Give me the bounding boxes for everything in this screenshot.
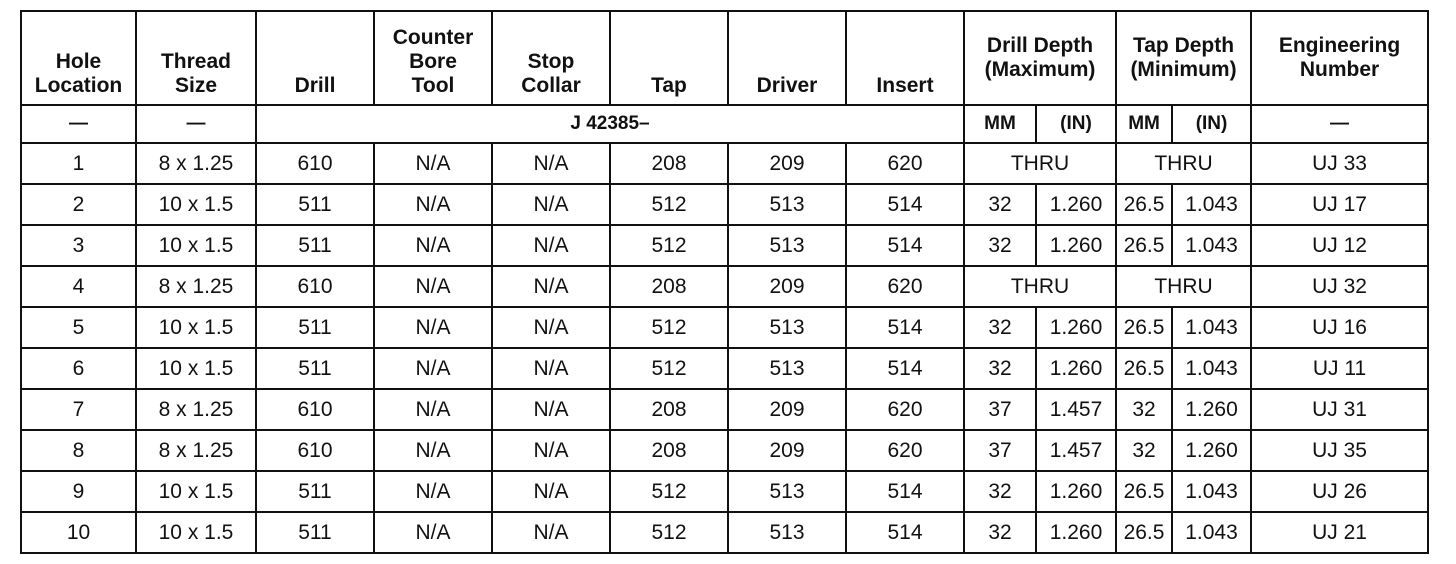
cell-driver: 209 (728, 266, 846, 307)
cell-stop-collar: N/A (492, 512, 610, 553)
header-counter-bore-tool-line: Bore (409, 50, 457, 73)
header-drill-line: Drill (294, 74, 336, 97)
cell-counter-bore-tool: N/A (374, 225, 492, 266)
header-engineering-number-line: Number (1299, 58, 1380, 81)
cell-insert: 514 (846, 512, 964, 553)
header-insert-line: Insert (876, 74, 934, 97)
cell-tap-depth-in: 1.043 (1172, 184, 1251, 225)
header-tap (610, 11, 728, 105)
table-row (21, 389, 1428, 430)
cell-tap-depth-thru: THRU (1116, 143, 1251, 184)
cell-insert: 620 (846, 430, 964, 471)
cell-tap: 208 (610, 430, 728, 471)
header-drill-depth (964, 11, 1116, 105)
subheader-tap-mm: MM (1116, 105, 1172, 143)
cell-drill-depth-mm: 32 (964, 225, 1036, 266)
table-row (21, 266, 1428, 307)
cell-counter-bore-tool: N/A (374, 430, 492, 471)
cell-tap-depth-mm: 26.5 (1116, 184, 1172, 225)
cell-tap-depth-mm: 32 (1116, 430, 1172, 471)
cell-drill-depth-in: 1.260 (1036, 348, 1116, 389)
cell-engineering-number: UJ 32 (1251, 266, 1428, 307)
cell-stop-collar: N/A (492, 266, 610, 307)
cell-thread-size: 8 x 1.25 (136, 143, 256, 184)
cell-tap: 512 (610, 307, 728, 348)
cell-counter-bore-tool: N/A (374, 471, 492, 512)
cell-thread-size: 8 x 1.25 (136, 430, 256, 471)
cell-stop-collar: N/A (492, 225, 610, 266)
cell-counter-bore-tool: N/A (374, 389, 492, 430)
cell-driver: 513 (728, 471, 846, 512)
cell-engineering-number: UJ 16 (1251, 307, 1428, 348)
cell-counter-bore-tool: N/A (374, 512, 492, 553)
cell-tap-depth-mm: 26.5 (1116, 512, 1172, 553)
cell-engineering-number: UJ 33 (1251, 143, 1428, 184)
cell-tap: 208 (610, 143, 728, 184)
cell-tap-depth-thru: THRU (1116, 266, 1251, 307)
cell-engineering-number: UJ 26 (1251, 471, 1428, 512)
table-row (21, 143, 1428, 184)
cell-thread-size: 8 x 1.25 (136, 266, 256, 307)
table-row (21, 512, 1428, 553)
cell-stop-collar: N/A (492, 389, 610, 430)
cell-hole-location: 2 (21, 184, 136, 225)
header-tap-depth (1116, 11, 1251, 105)
header-drill-depth-line: (Maximum) (984, 58, 1096, 81)
table-row (21, 430, 1428, 471)
header-stop-collar-line: Stop (527, 50, 575, 73)
cell-counter-bore-tool: N/A (374, 307, 492, 348)
cell-thread-size: 10 x 1.5 (136, 512, 256, 553)
cell-tap-depth-in: 1.043 (1172, 512, 1251, 553)
cell-stop-collar: N/A (492, 348, 610, 389)
cell-hole-location: 4 (21, 266, 136, 307)
cell-tap-depth-in: 1.043 (1172, 225, 1251, 266)
table-row (21, 348, 1428, 389)
header-insert (846, 11, 964, 105)
header-stop-collar (492, 11, 610, 105)
header-counter-bore-tool-line: Counter (392, 26, 474, 49)
cell-driver: 513 (728, 348, 846, 389)
cell-engineering-number: UJ 21 (1251, 512, 1428, 553)
cell-thread-size: 10 x 1.5 (136, 184, 256, 225)
cell-tap: 512 (610, 512, 728, 553)
cell-insert: 620 (846, 143, 964, 184)
cell-tap-depth-in: 1.043 (1172, 348, 1251, 389)
header-tap-depth-line: Tap Depth (1132, 34, 1235, 57)
cell-hole-location: 7 (21, 389, 136, 430)
cell-engineering-number: UJ 35 (1251, 430, 1428, 471)
subheader-thread-size-dash: — (136, 105, 256, 143)
cell-drill: 610 (256, 143, 374, 184)
header-row (21, 11, 1428, 105)
cell-tap: 208 (610, 389, 728, 430)
cell-counter-bore-tool: N/A (374, 266, 492, 307)
cell-driver: 513 (728, 307, 846, 348)
cell-hole-location: 3 (21, 225, 136, 266)
cell-engineering-number: UJ 11 (1251, 348, 1428, 389)
header-thread-size-line: Size (174, 74, 218, 97)
cell-stop-collar: N/A (492, 143, 610, 184)
cell-tap: 208 (610, 266, 728, 307)
cell-insert: 514 (846, 307, 964, 348)
cell-tap: 512 (610, 225, 728, 266)
cell-drill-depth-mm: 32 (964, 512, 1036, 553)
cell-hole-location: 9 (21, 471, 136, 512)
cell-stop-collar: N/A (492, 430, 610, 471)
cell-drill-depth-mm: 32 (964, 307, 1036, 348)
cell-tap: 512 (610, 471, 728, 512)
cell-counter-bore-tool: N/A (374, 143, 492, 184)
cell-drill-depth-in: 1.457 (1036, 389, 1116, 430)
subheader-drill-mm: MM (964, 105, 1036, 143)
header-drill (256, 11, 374, 105)
cell-insert: 620 (846, 266, 964, 307)
cell-hole-location: 10 (21, 512, 136, 553)
header-engineering-number-line: Engineering (1278, 34, 1401, 57)
header-tap-depth-line: (Minimum) (1130, 58, 1237, 81)
cell-drill-depth-mm: 32 (964, 184, 1036, 225)
cell-hole-location: 1 (21, 143, 136, 184)
cell-hole-location: 5 (21, 307, 136, 348)
cell-drill-depth-mm: 32 (964, 348, 1036, 389)
cell-driver: 513 (728, 225, 846, 266)
cell-engineering-number: UJ 31 (1251, 389, 1428, 430)
cell-driver: 513 (728, 512, 846, 553)
cell-drill-depth-in: 1.457 (1036, 430, 1116, 471)
cell-drill-depth-thru: THRU (964, 266, 1116, 307)
header-counter-bore-tool-line: Tool (411, 74, 455, 97)
table-row (21, 307, 1428, 348)
cell-tap: 512 (610, 348, 728, 389)
cell-driver: 209 (728, 143, 846, 184)
cell-drill-depth-in: 1.260 (1036, 307, 1116, 348)
cell-tap-depth-mm: 26.5 (1116, 225, 1172, 266)
cell-tap-depth-mm: 26.5 (1116, 471, 1172, 512)
cell-tap-depth-in: 1.260 (1172, 430, 1251, 471)
cell-counter-bore-tool: N/A (374, 184, 492, 225)
spec-table-container (20, 10, 1429, 554)
cell-tap-depth-in: 1.260 (1172, 389, 1251, 430)
cell-engineering-number: UJ 17 (1251, 184, 1428, 225)
header-hole-location-line: Location (34, 74, 123, 97)
cell-insert: 514 (846, 225, 964, 266)
cell-insert: 620 (846, 389, 964, 430)
cell-hole-location: 6 (21, 348, 136, 389)
subheader-hole-location-dash: — (21, 105, 136, 143)
cell-drill: 511 (256, 307, 374, 348)
cell-hole-location: 8 (21, 430, 136, 471)
header-stop-collar-line: Collar (521, 74, 581, 97)
cell-drill-depth-in: 1.260 (1036, 184, 1116, 225)
cell-driver: 513 (728, 184, 846, 225)
cell-thread-size: 10 x 1.5 (136, 307, 256, 348)
header-hole-location-line: Hole (55, 50, 102, 73)
cell-stop-collar: N/A (492, 307, 610, 348)
header-hole-location (21, 11, 136, 105)
header-thread-size-line: Thread (160, 50, 231, 73)
cell-drill: 511 (256, 512, 374, 553)
cell-engineering-number: UJ 12 (1251, 225, 1428, 266)
header-counter-bore-tool (374, 11, 492, 105)
header-engineering-number (1251, 11, 1428, 105)
cell-drill: 511 (256, 184, 374, 225)
cell-driver: 209 (728, 389, 846, 430)
subheader-row (21, 105, 1428, 143)
cell-tap-depth-in: 1.043 (1172, 307, 1251, 348)
cell-thread-size: 10 x 1.5 (136, 471, 256, 512)
cell-drill: 610 (256, 389, 374, 430)
cell-drill-depth-in: 1.260 (1036, 471, 1116, 512)
header-thread-size (136, 11, 256, 105)
subheader-drill-in: (IN) (1036, 105, 1116, 143)
header-drill-depth-line: Drill Depth (986, 34, 1094, 57)
cell-drill-depth-mm: 37 (964, 430, 1036, 471)
cell-insert: 514 (846, 471, 964, 512)
cell-drill-depth-in: 1.260 (1036, 225, 1116, 266)
cell-insert: 514 (846, 348, 964, 389)
subheader-tap-in: (IN) (1172, 105, 1251, 143)
subheader-tool-prefix: J 42385– (256, 105, 964, 143)
cell-insert: 514 (846, 184, 964, 225)
table-row (21, 471, 1428, 512)
cell-tap-depth-in: 1.043 (1172, 471, 1251, 512)
table-row (21, 225, 1428, 266)
cell-thread-size: 8 x 1.25 (136, 389, 256, 430)
cell-drill-depth-thru: THRU (964, 143, 1116, 184)
cell-stop-collar: N/A (492, 184, 610, 225)
cell-drill-depth-in: 1.260 (1036, 512, 1116, 553)
table-row (21, 184, 1428, 225)
cell-drill-depth-mm: 32 (964, 471, 1036, 512)
cell-drill: 511 (256, 348, 374, 389)
cell-counter-bore-tool: N/A (374, 348, 492, 389)
cell-thread-size: 10 x 1.5 (136, 225, 256, 266)
cell-tap: 512 (610, 184, 728, 225)
header-driver-line: Driver (756, 74, 818, 97)
cell-stop-collar: N/A (492, 471, 610, 512)
cell-tap-depth-mm: 26.5 (1116, 348, 1172, 389)
cell-drill: 511 (256, 471, 374, 512)
header-tap-line: Tap (651, 74, 687, 97)
cell-drill: 610 (256, 430, 374, 471)
cell-drill: 610 (256, 266, 374, 307)
cell-drill-depth-mm: 37 (964, 389, 1036, 430)
header-driver (728, 11, 846, 105)
cell-tap-depth-mm: 26.5 (1116, 307, 1172, 348)
cell-drill: 511 (256, 225, 374, 266)
cell-driver: 209 (728, 430, 846, 471)
thread-repair-spec-table (20, 10, 1429, 554)
cell-tap-depth-mm: 32 (1116, 389, 1172, 430)
cell-thread-size: 10 x 1.5 (136, 348, 256, 389)
subheader-engineering-number-dash: — (1251, 105, 1428, 143)
